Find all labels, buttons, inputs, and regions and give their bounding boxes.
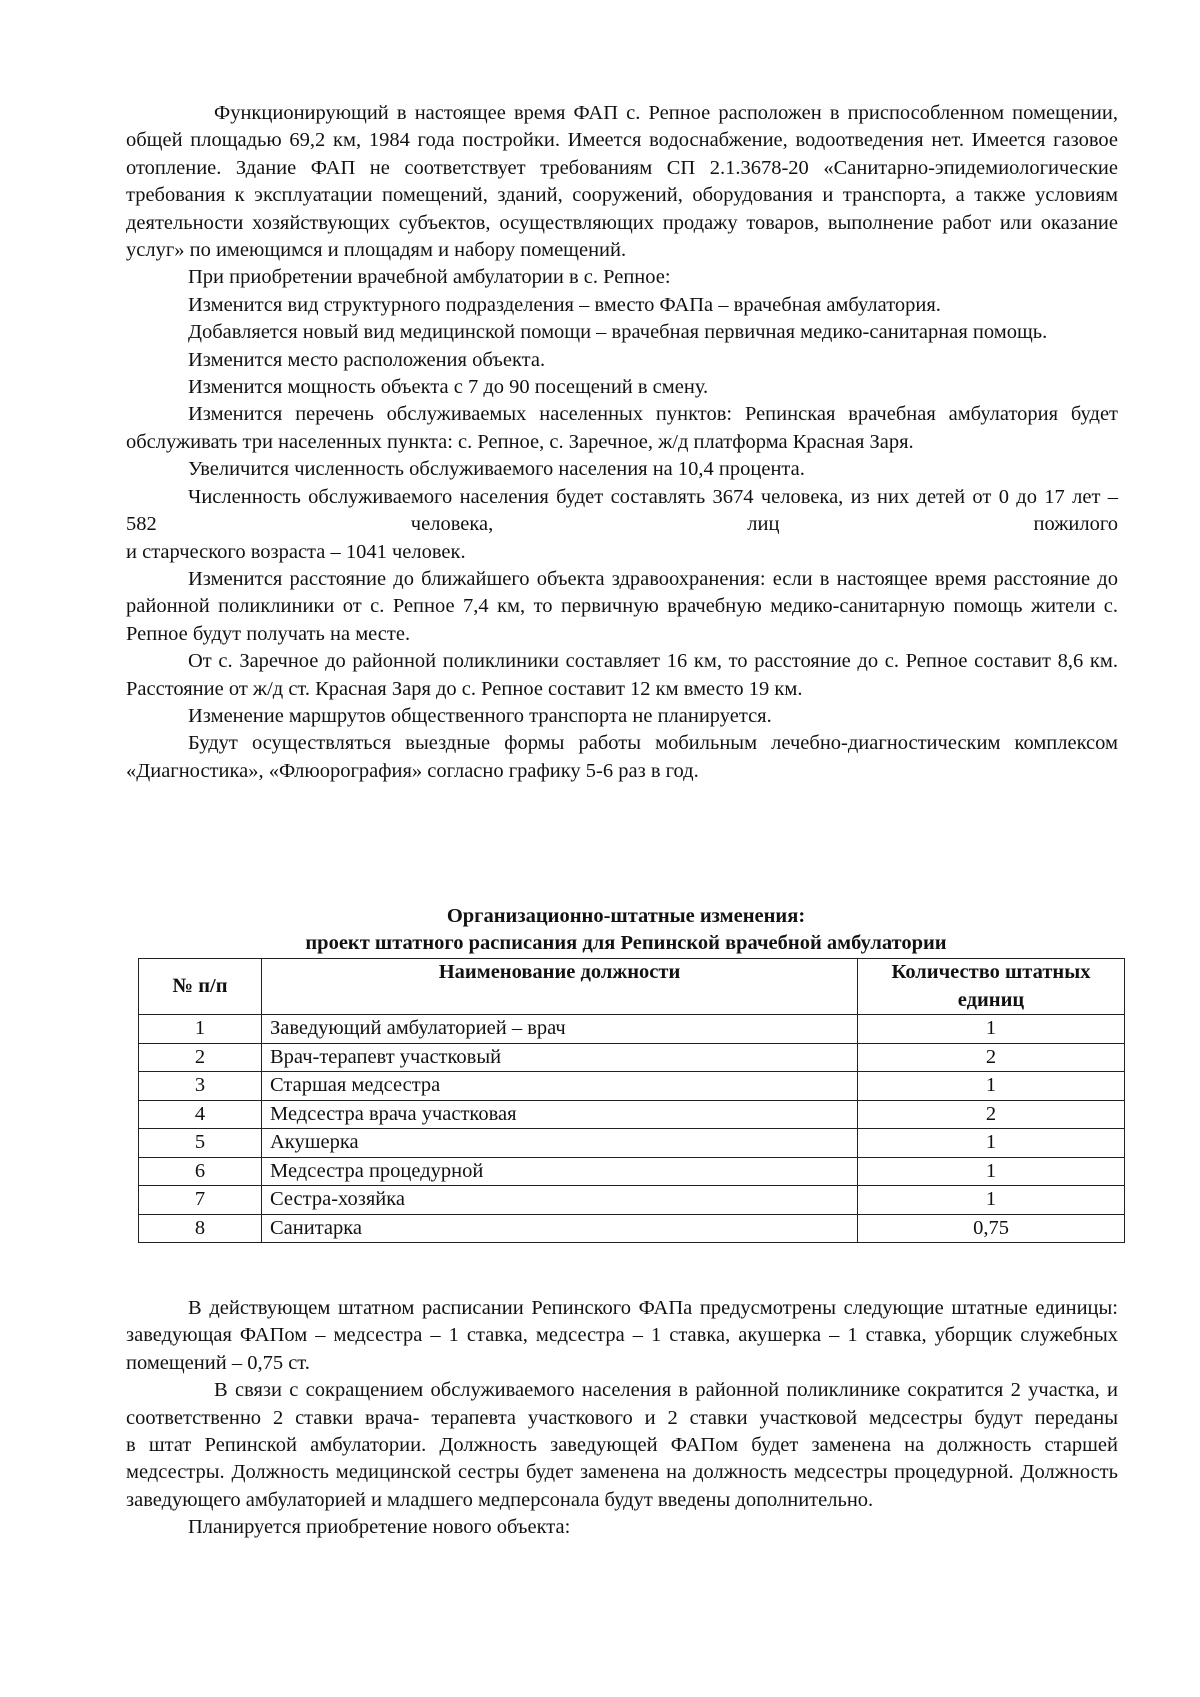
column-header-count: Количество штатных единиц bbox=[858, 959, 1125, 1015]
paragraph: Изменится расстояние до ближайшего объекта здравоохранения: если в настоящее время расстояние до районной поликлиники от с. Репное 7,4 км, то первичную врачебную медико-санитарную помощь жители с. Репное будут получать на месте. bbox=[126, 567, 1118, 645]
paragraph: в штат Репинской амбулатории. Должность заведующей ФАПом будет заменена на должность старшей медсестры. Должность медицинской сестры будет заменена на должность медсестры процедурной. Должность заведующего амбулаторией и младшего медперсонала будут введены дополнительно. bbox=[126, 1434, 1118, 1511]
paragraph: Увеличится численность обслуживаемого населения на 10,4 процента. bbox=[188, 458, 805, 481]
cell-number: 6 bbox=[139, 1157, 262, 1186]
cell-position: Акушерка bbox=[262, 1129, 858, 1158]
paragraph: При приобретении врачебной амбулатории в с. Репное: bbox=[188, 266, 671, 289]
cell-position: Старшая медсестра bbox=[262, 1072, 858, 1101]
paragraph: В связи с сокращением обслуживаемого населения в районной поликлинике сократится 2 участка, и соответственно 2 ставки врача- терапевта участкового и 2 ставки участковой медсестры будут переданы bbox=[126, 1379, 1118, 1429]
paragraph: В действующем штатном расписании Репинского ФАПа предусмотрены следующие штатные единицы: заведующая ФАПом – медсестра – 1 ставка, медсестра – 1 ставка, акушерка – 1 ставка, уборщик служебных помещений – 0,75 ст. bbox=[126, 1297, 1118, 1374]
paragraph: Функционирующий в настоящее время ФАП с. Репное расположен в приспособленном помещении, общей площадью 69,2 км, 1984 года постройки. Имеется водоснабжение, водоотведения нет. Имеется газовое отопление. Здание ФАП не соответствует требованиям СП 2.1.3678-20 «Санитарно-эпидемиологические требования к эксплуатации помещений, зданий, сооружений, оборудования и транспорта, а также условиям деятельности хозяйствующих субъектов, осуществляющих продажу товаров, выполнение работ или оказание услуг» по имеющимся и площадям и набору помещений. bbox=[126, 102, 1118, 262]
cell-position: Медсестра процедурной bbox=[262, 1157, 858, 1186]
cell-number: 1 bbox=[139, 1015, 262, 1044]
cell-position: Сестра-хозяйка bbox=[262, 1186, 858, 1215]
paragraph: Изменится вид структурного подразделения – вместо ФАПа – врачебная амбулатория. bbox=[188, 293, 941, 316]
table-row bbox=[139, 1015, 1125, 1044]
cell-position: Медсестра врача участковая bbox=[262, 1100, 858, 1129]
table-row bbox=[139, 1129, 1125, 1158]
paragraph: Изменится место расположения объекта. bbox=[188, 348, 546, 371]
cell-number: 5 bbox=[139, 1129, 262, 1158]
paragraph: и старческого возраста – 1041 человек. bbox=[126, 540, 466, 563]
paragraph: Будут осуществляться выездные формы работы мобильным лечебно-диагностическим комплексом «Диагностика», «Флюорография» согласно графику 5-6 раз в год. bbox=[126, 732, 1118, 782]
cell-number: 2 bbox=[139, 1043, 262, 1072]
table-row bbox=[139, 1072, 1125, 1101]
cell-number: 4 bbox=[139, 1100, 262, 1129]
paragraph: Численность обслуживаемого населения будет составлять 3674 человека, из них детей от 0 до 17 лет – 582 человека, лиц пожилого bbox=[126, 485, 1118, 536]
paragraph: Добавляется новый вид медицинской помощи – врачебная первичная медико-санитарная помощь. bbox=[188, 321, 1048, 344]
outro-text bbox=[126, 1295, 1118, 1542]
cell-number: 3 bbox=[139, 1072, 262, 1101]
cell-position: Санитарка bbox=[262, 1214, 858, 1243]
paragraph: Изменится мощность объекта с 7 до 90 посещений в смену. bbox=[188, 376, 709, 399]
cell-count: 1 bbox=[858, 1072, 1125, 1101]
cell-count: 1 bbox=[858, 1015, 1125, 1044]
cell-number: 7 bbox=[139, 1186, 262, 1215]
table-row bbox=[139, 1214, 1125, 1243]
table-row bbox=[139, 1186, 1125, 1215]
intro-text bbox=[126, 100, 1118, 785]
staff-table bbox=[138, 958, 1125, 1243]
paragraph: Планируется приобретение нового объекта: bbox=[188, 1516, 571, 1539]
table-row bbox=[139, 1043, 1125, 1072]
table-title-line-2: проект штатного расписания для Репинской врачебной амбулатории bbox=[305, 932, 947, 954]
table-title-line-1: Организационно-штатные изменения: bbox=[446, 905, 806, 927]
paragraph: Изменение маршрутов общественного транспорта не планируется. bbox=[188, 704, 772, 727]
cell-count: 0,75 bbox=[858, 1214, 1125, 1243]
cell-count: 1 bbox=[858, 1129, 1125, 1158]
table-row bbox=[139, 1100, 1125, 1129]
cell-position: Заведующий амбулаторией – врач bbox=[262, 1015, 858, 1044]
table-row bbox=[139, 1157, 1125, 1186]
paragraph: От с. Заречное до районной поликлиники составляет 16 км, то расстояние до с. Репное составит 8,6 км. Расстояние от ж/д ст. Красная Заря до с. Репное составит 12 км вместо 19 км. bbox=[126, 650, 1118, 700]
column-header-position: Наименование должности bbox=[262, 959, 858, 1015]
paragraph: Изменится перечень обслуживаемых населенных пунктов: Репинская врачебная амбулатория будет обслуживать три населенных пункта: с. Репное, с. Заречное, ж/д платформа Красная Заря. bbox=[126, 403, 1118, 453]
cell-position: Врач-терапевт участковый bbox=[262, 1043, 858, 1072]
column-header-number: № п/п bbox=[139, 959, 262, 1015]
cell-count: 1 bbox=[858, 1186, 1125, 1215]
table-header-row bbox=[139, 959, 1125, 1015]
cell-count: 2 bbox=[858, 1043, 1125, 1072]
cell-number: 8 bbox=[139, 1214, 262, 1243]
cell-count: 2 bbox=[858, 1100, 1125, 1129]
cell-count: 1 bbox=[858, 1157, 1125, 1186]
